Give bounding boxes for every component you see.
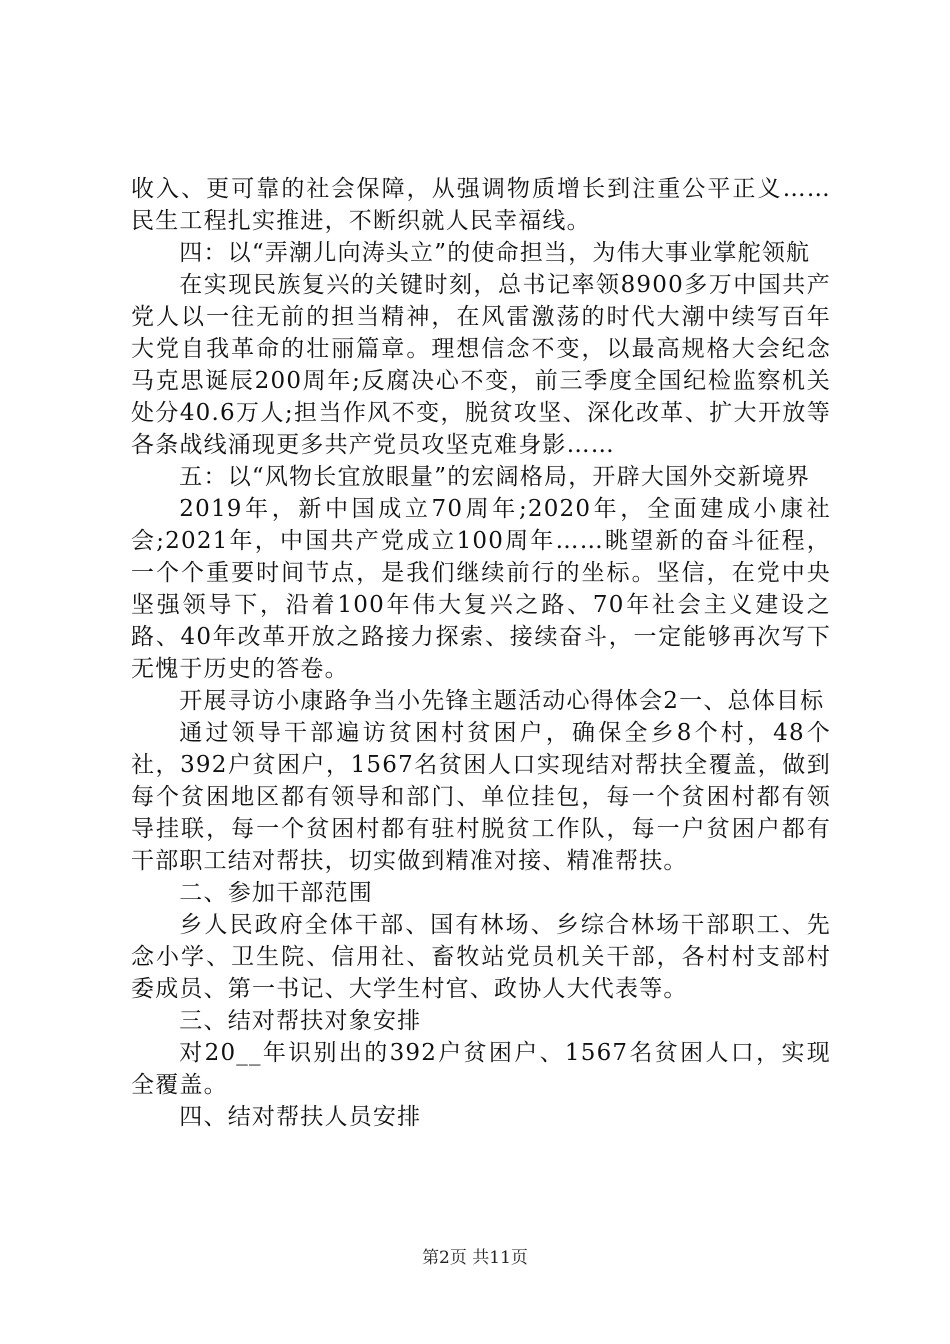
section-heading-five: 五：以“风物长宜放眼量”的宏阔格局，开辟大国外交新境界 xyxy=(179,464,811,490)
article-title-heading: 开展寻访小康路争当小先锋主题活动心得体会2一、总体目标 xyxy=(179,688,825,714)
section-heading-three: 三、结对帮扶对象安排 xyxy=(179,1008,422,1034)
paragraph-body: 通过领导干部遍访贫困村贫困户，确保全乡8个村，48个社，392户贫困户，1567名贫困人口实现结对帮扶全覆盖，做到每个贫困地区都有领导和部门、单位挂包，每一个贫困村都有领导挂联，每一个贫困村都有驻村脱贫工作队，每一户贫困户都有干部职工结对帮扶，切实做到精准对接、精准帮扶。 xyxy=(131,720,831,874)
document-body xyxy=(131,173,831,1133)
paragraph-body: 2019年，新中国成立70周年;2020年，全面建成小康社会;2021年，中国共产党成立100周年……眺望新的奋斗征程，一个个重要时间节点，是我们继续前行的坐标。坚信，在党中央坚强领导下，沿着100年伟大复兴之路、70年社会主义建设之路、40年改革开放之路接力探索、接续奋斗，一定能够再次写下无愧于历史的答卷。 xyxy=(131,496,831,682)
page-number-footer: 第2页 共11页 xyxy=(422,1248,528,1268)
section-heading-two: 二、参加干部范围 xyxy=(179,880,373,906)
paragraph-body: 乡人民政府全体干部、国有林场、乡综合林场干部职工、先念小学、卫生院、信用社、畜牧站党员机关干部，各村村支部村委成员、第一书记、大学生村官、政协人大代表等。 xyxy=(131,912,831,1002)
paragraph-continuation: 收入、更可靠的社会保障，从强调物质增长到注重公平正义……民生工程扎实推进，不断织就人民幸福线。 xyxy=(131,176,831,234)
section-heading-four-b: 四、结对帮扶人员安排 xyxy=(179,1104,422,1130)
section-heading-four: 四：以“弄潮儿向涛头立”的使命担当，为伟大事业掌舵领航 xyxy=(179,240,811,266)
paragraph-body: 对20__年识别出的392户贫困户、1567名贫困人口，实现全覆盖。 xyxy=(131,1040,831,1098)
paragraph-body: 在实现民族复兴的关键时刻，总书记率领8900多万中国共产党人以一往无前的担当精神，在风雷激荡的时代大潮中续写百年大党自我革命的壮丽篇章。理想信念不变，以最高规格大会纪念马克思诞辰200周年;反腐决心不变，前三季度全国纪检监察机关处分40.6万人;担当作风不变，脱贫攻坚、深化改革、扩大开放等各条战线涌现更多共产党员攻坚克难身影…… xyxy=(131,272,831,458)
